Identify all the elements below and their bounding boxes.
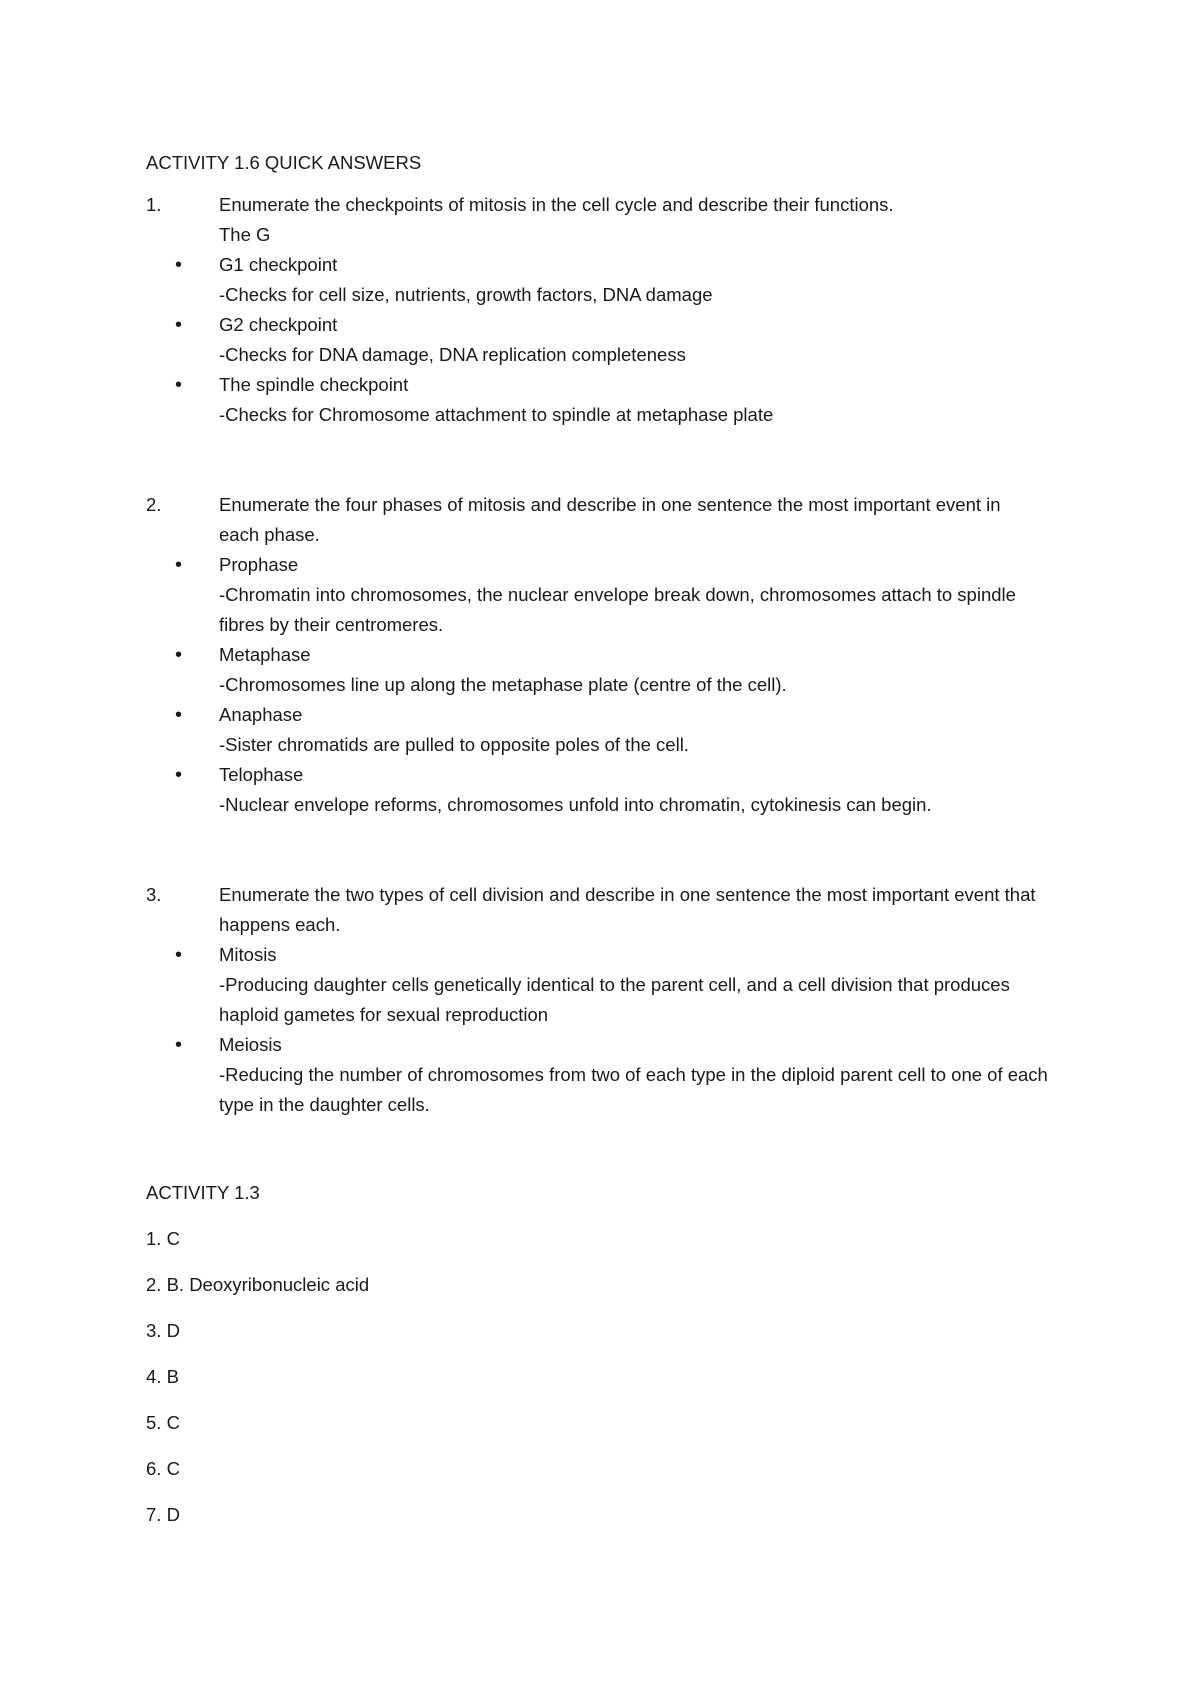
answer-list: [146, 940, 1050, 1120]
item-title: • Prophase: [219, 554, 299, 575]
item-description: -Chromosomes line up along the metaphase plate (centre of the cell).: [219, 674, 787, 695]
question-body: [219, 190, 1039, 250]
item-title: • Mitosis: [219, 944, 277, 965]
answer-line: 4. B: [146, 1366, 179, 1387]
answer-line: 5. C: [146, 1412, 180, 1433]
item-description: -Checks for cell size, nutrients, growth factors, DNA damage: [219, 284, 713, 305]
list-item: [146, 940, 1050, 1030]
question-body: [219, 490, 1039, 550]
list-item: [146, 700, 1050, 760]
item-description: -Reducing the number of chromosomes from two of each type in the diploid parent cell to one of each type in the daughter cells.: [219, 1064, 1048, 1115]
list-item: [146, 640, 1050, 700]
item-description: -Checks for DNA damage, DNA replication completeness: [219, 344, 686, 365]
question-number: 1.: [146, 194, 162, 215]
item-title: • The spindle checkpoint: [219, 374, 409, 395]
answer-list: [146, 250, 1050, 430]
question-number: 2.: [146, 494, 162, 515]
item-title: • Telophase: [219, 764, 304, 785]
item-title: • Metaphase: [219, 644, 311, 665]
answer-line: 7. D: [146, 1504, 180, 1525]
list-item: [146, 550, 1050, 640]
item-title: • G1 checkpoint: [219, 254, 338, 275]
item-description: -Chromatin into chromosomes, the nuclear envelope break down, chromosomes attach to spindle fibres by their centromeres.: [219, 584, 1016, 635]
item-description: -Checks for Chromosome attachment to spindle at metaphase plate: [219, 404, 774, 425]
question-3: [146, 880, 1050, 940]
question-body: [219, 880, 1039, 940]
answer-line: 3. D: [146, 1320, 180, 1341]
list-item: [146, 1030, 1050, 1120]
item-description: -Nuclear envelope reforms, chromosomes unfold into chromatin, cytokinesis can begin.: [219, 794, 932, 815]
item-title: • Anaphase: [219, 704, 303, 725]
question-number: 3.: [146, 884, 162, 905]
question-2: [146, 490, 1050, 550]
spacer: [146, 1120, 1050, 1178]
answer-line: 2. B. Deoxyribonucleic acid: [146, 1274, 370, 1295]
activity-1-6-title: ACTIVITY 1.6 QUICK ANSWERS: [146, 152, 422, 173]
spacer: [146, 430, 1050, 490]
list-item: [146, 760, 1050, 820]
item-title: • Meiosis: [219, 1034, 282, 1055]
item-description: -Producing daughter cells genetically identical to the parent cell, and a cell division that produces haploid gametes for sexual reproduction: [219, 974, 1010, 1025]
question-1: [146, 190, 1050, 250]
activity-1-3-section: [146, 1178, 1050, 1530]
list-item: [146, 250, 1050, 310]
answer-line: 6. C: [146, 1458, 180, 1479]
answer-line: 1. C: [146, 1228, 180, 1249]
answer-list: [146, 550, 1050, 820]
question-text: Enumerate the checkpoints of mitosis in the cell cycle and describe their functions.: [219, 194, 894, 215]
question-text: Enumerate the four phases of mitosis and describe in one sentence the most important event in each phase.: [219, 494, 1001, 545]
item-title: • G2 checkpoint: [219, 314, 338, 335]
question-note: The G: [219, 224, 271, 245]
spacer: [146, 820, 1050, 880]
list-item: [146, 370, 1050, 430]
item-description: -Sister chromatids are pulled to opposite poles of the cell.: [219, 734, 689, 755]
list-item: [146, 310, 1050, 370]
question-text: Enumerate the two types of cell division and describe in one sentence the most important event that happens each.: [219, 884, 1036, 935]
activity-1-3-title: ACTIVITY 1.3: [146, 1182, 260, 1203]
